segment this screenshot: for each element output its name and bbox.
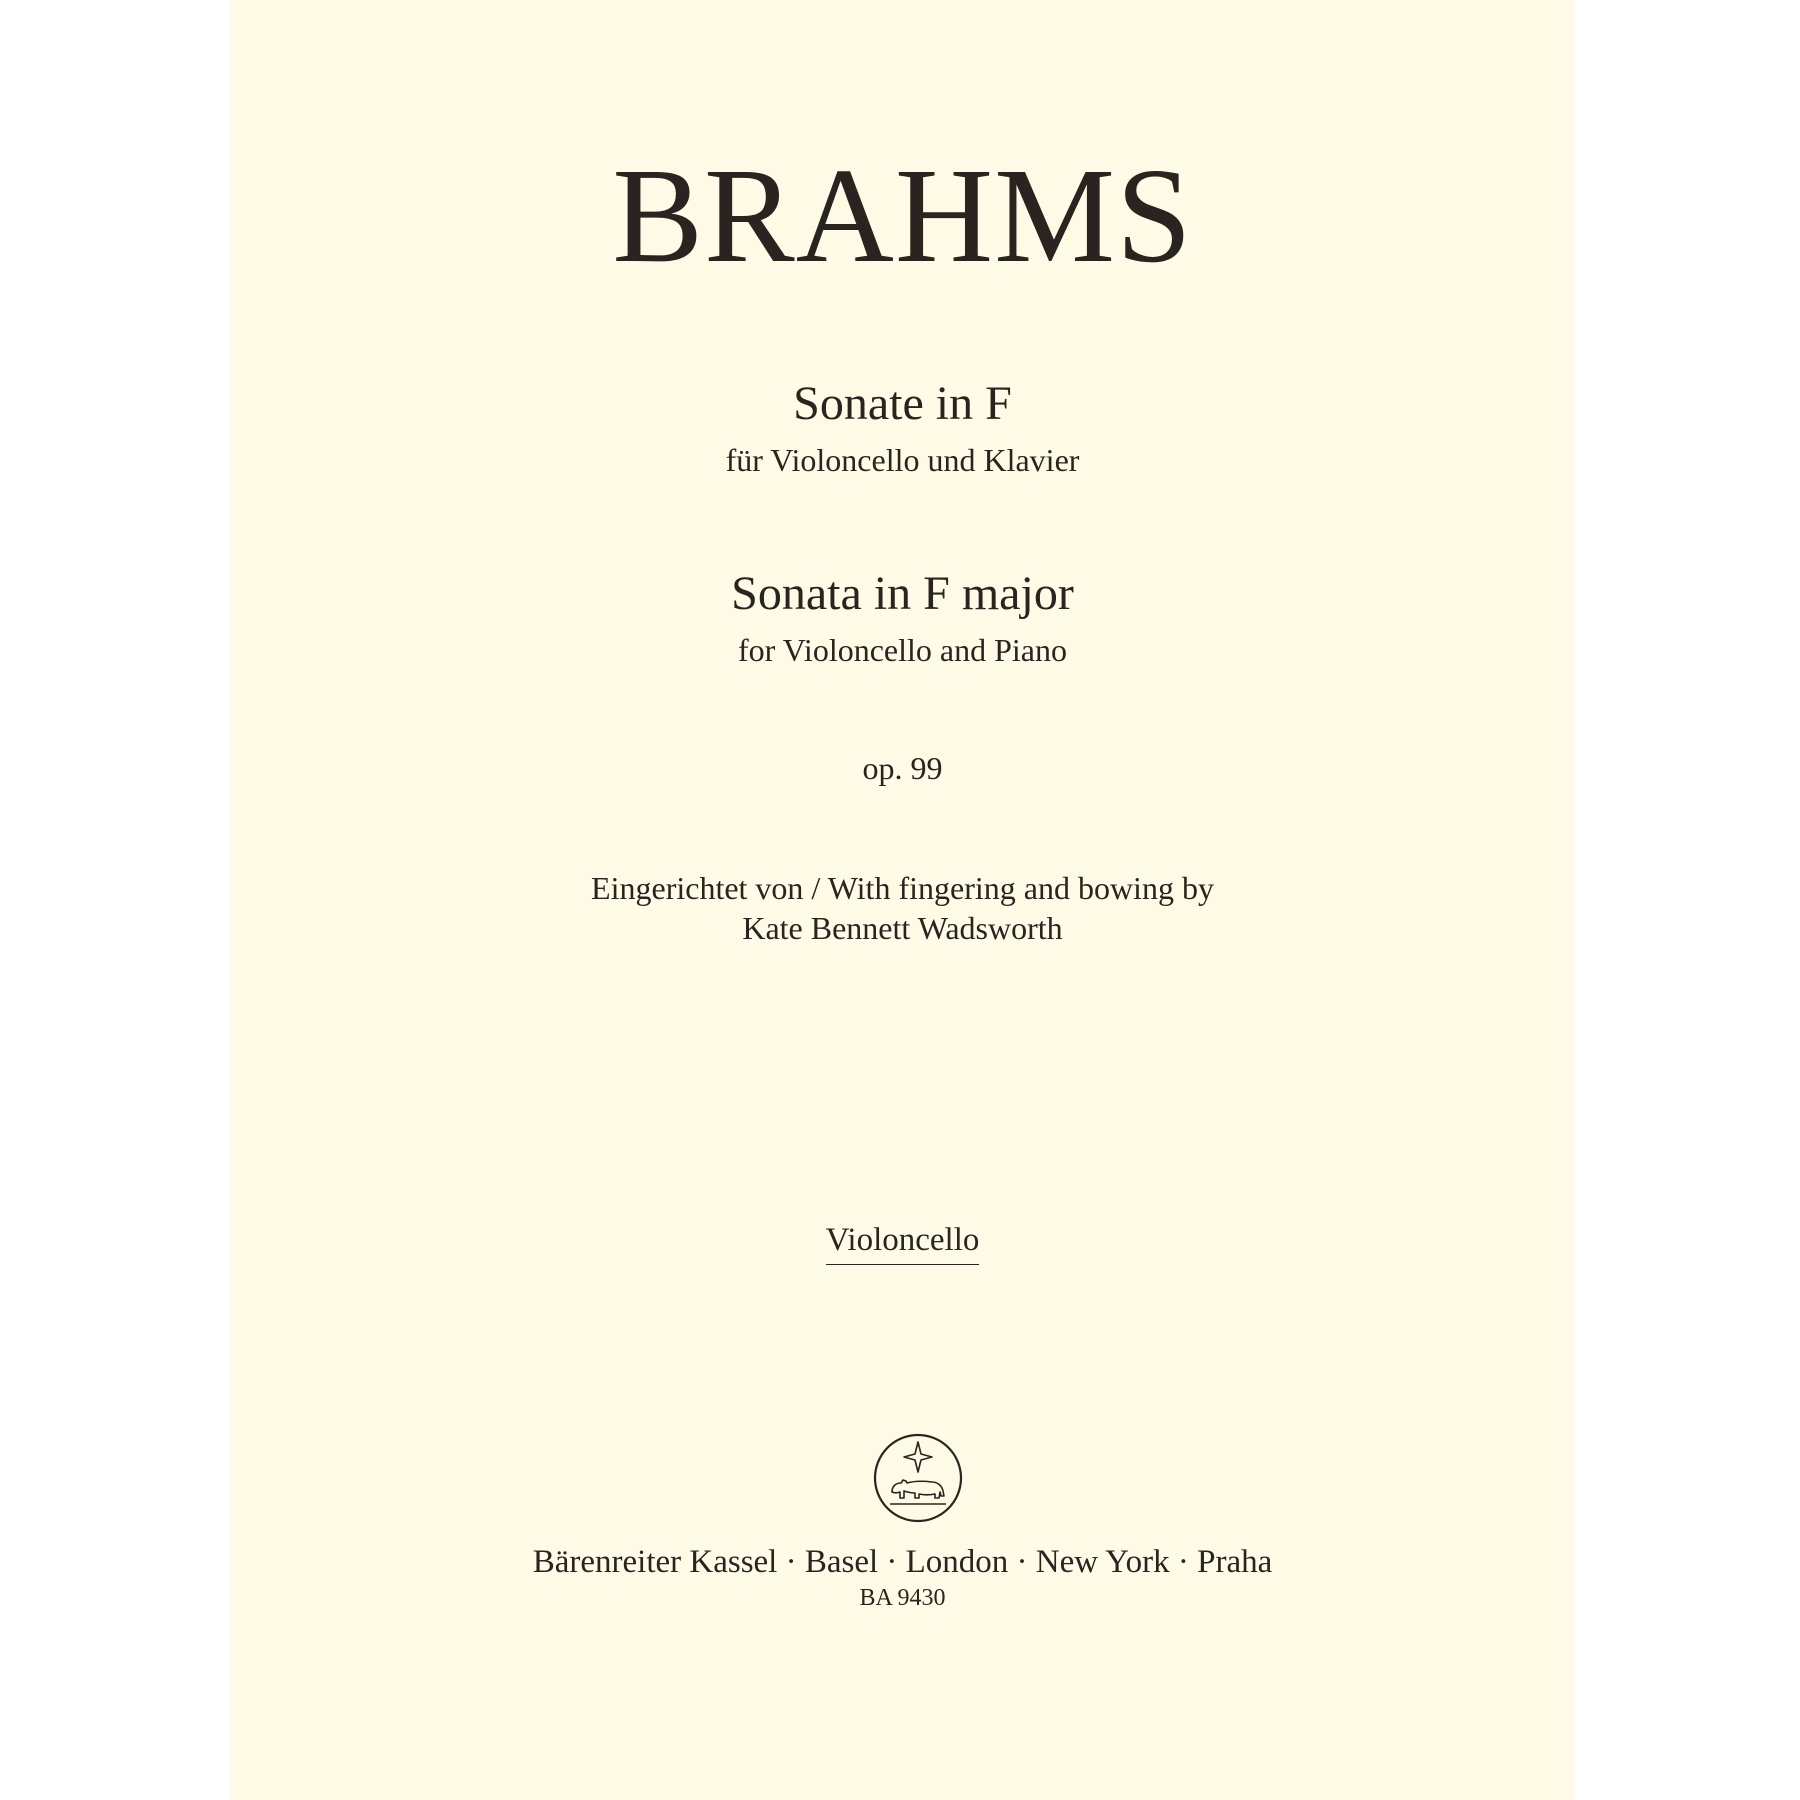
- scoring-english: for Violoncello and Piano: [738, 632, 1067, 668]
- editor-credit: Eingerichtet von / With fingering and bowing by: [591, 870, 1214, 906]
- publisher-cities: Bärenreiter Kassel · Basel · London · New York · Praha: [532, 1544, 1273, 1580]
- composer-name: BRAHMS: [612, 141, 1193, 291]
- editor-name: Kate Bennett Wadsworth: [742, 910, 1063, 946]
- catalog-number: BA 9430: [859, 1585, 946, 1611]
- work-title-english: Sonata in F major: [731, 567, 1074, 620]
- opus-number: op. 99: [862, 750, 943, 786]
- scoring-german: für Violoncello und Klavier: [725, 442, 1080, 478]
- baerenreiter-bear-star-logo-icon: [872, 1432, 964, 1524]
- part-label-container: [230, 1222, 1575, 1265]
- work-title-german: Sonate in F: [793, 377, 1012, 430]
- part-label: Violoncello: [826, 1222, 980, 1265]
- title-page: [230, 0, 1575, 1800]
